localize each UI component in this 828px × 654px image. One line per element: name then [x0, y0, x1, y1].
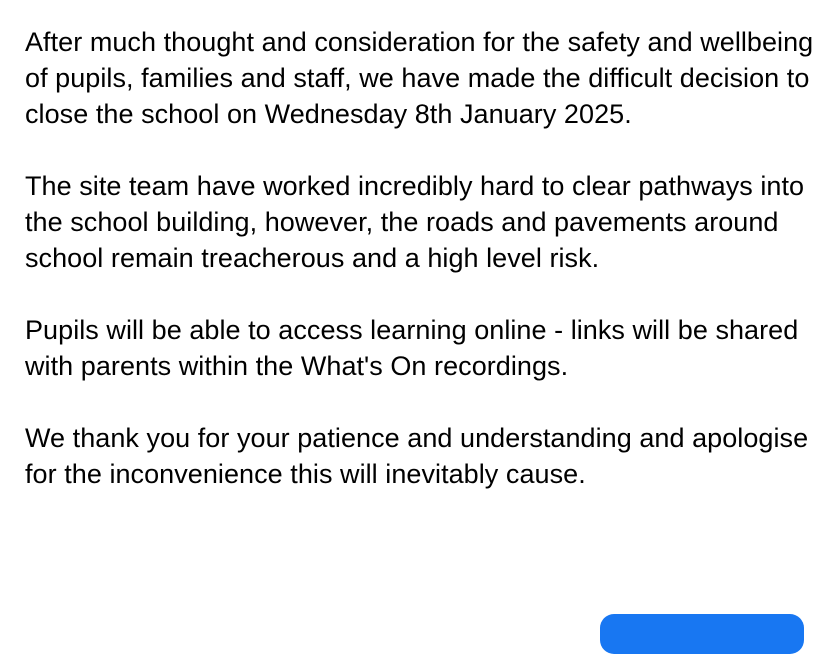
primary-action-button[interactable] — [600, 614, 804, 654]
post-paragraph-online-learning: Pupils will be able to access learning online - links will be shared with parents within the What's On recordings. — [25, 315, 799, 381]
post-body-text — [25, 24, 815, 492]
post-paragraph-site-conditions: The site team have worked incredibly hard to clear pathways into the school building, however, the roads and pavements around school remain treacherous and a high level risk. — [25, 171, 805, 273]
post-paragraph-thanks: We thank you for your patience and understanding and apologise for the inconvenience this will inevitably cause. — [25, 423, 809, 489]
post-paragraph-closure-decision: After much thought and consideration for the safety and wellbeing of pupils, families and staff, we have made the difficult decision to close the school on Wednesday 8th January 2025. — [25, 27, 814, 129]
